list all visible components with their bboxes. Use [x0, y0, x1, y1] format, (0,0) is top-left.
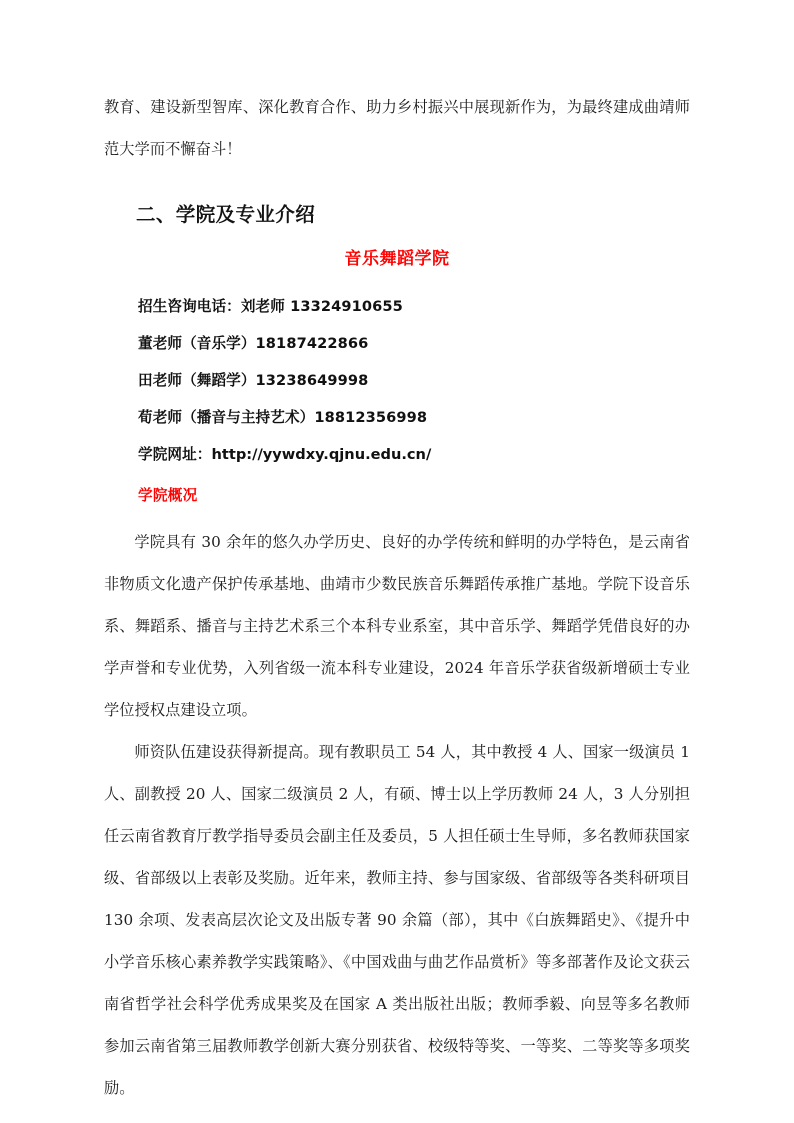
overview-heading: 学院概况	[138, 487, 198, 504]
section-heading: 二、学院及专业介绍	[136, 203, 316, 226]
college-title: 音乐舞蹈学院	[344, 249, 450, 269]
spacer-after-overview-heading	[104, 509, 690, 521]
overview-paragraph-2: 师资队伍建设获得新提高。现有教职员工 54 人，其中教授 4 人、国家一级演员 1 人、副教授 20 人、国家二级演员 2 人，有硕、博士以上学历教师 24 人，3 人分别担任云南省教育厅教学指导委员会副主任及委员，5 人担任硕士生导师，多名教师获国家级、省部级以上表彰及奖励。近年来，教师主持、参与国家级、省部级等各类科研项目 130 余项、发表高层次论文及出版专著 90 余篇（部），其中《白族舞蹈史》、《提升中小学音乐核心素养教学实践策略》、《中国戏曲与曲艺作品赏析》等多部著作及论文获云南省哲学社会科学优秀成果奖及在国家 A 类出版社出版；教师季毅、向昱等多名教师参加云南省第三届教师教学创新大赛分别获省、校级特等奖、一等奖、二等奖等多项奖励。	[104, 743, 690, 1097]
page-content	[104, 86, 690, 1109]
contact-line-xun: 荀老师（播音与主持艺术）18812356998	[138, 409, 428, 426]
spacer-after-section-heading	[104, 230, 690, 246]
contact-line-website	[104, 436, 690, 473]
spacer-after-college-title	[104, 272, 690, 288]
spacer-after-top-paragraph	[104, 170, 690, 200]
contact-line-tian: 田老师（舞蹈学）13238649998	[138, 372, 369, 389]
contact-line-admissions: 招生咨询电话：刘老师 13324910655	[138, 298, 403, 315]
website-label: 学院网址：	[138, 446, 212, 463]
overview-paragraph-1: 学院具有 30 余年的悠久办学历史、良好的办学传统和鲜明的办学特色，是云南省非物质文化遗产保护传承基地、曲靖市少数民族音乐舞蹈传承推广基地。学院下设音乐系、舞蹈系、播音与主持艺术系三个本科专业系室，其中音乐学、舞蹈学凭借良好的办学声誉和专业优势，入列省级一流本科专业建设，2024 年音乐学获省级新增硕士专业学位授权点建设立项。	[104, 533, 690, 719]
contact-line-dong: 董老师（音乐学）18187422866	[138, 335, 369, 352]
continued-paragraph: 教育、建设新型智库、深化教育合作、助力乡村振兴中展现新作为，为最终建成曲靖师范大学而不懈奋斗！	[104, 98, 690, 158]
website-url[interactable]: http://yywdxy.qjnu.edu.cn/	[211, 446, 432, 463]
spacer-after-contacts	[104, 473, 690, 483]
